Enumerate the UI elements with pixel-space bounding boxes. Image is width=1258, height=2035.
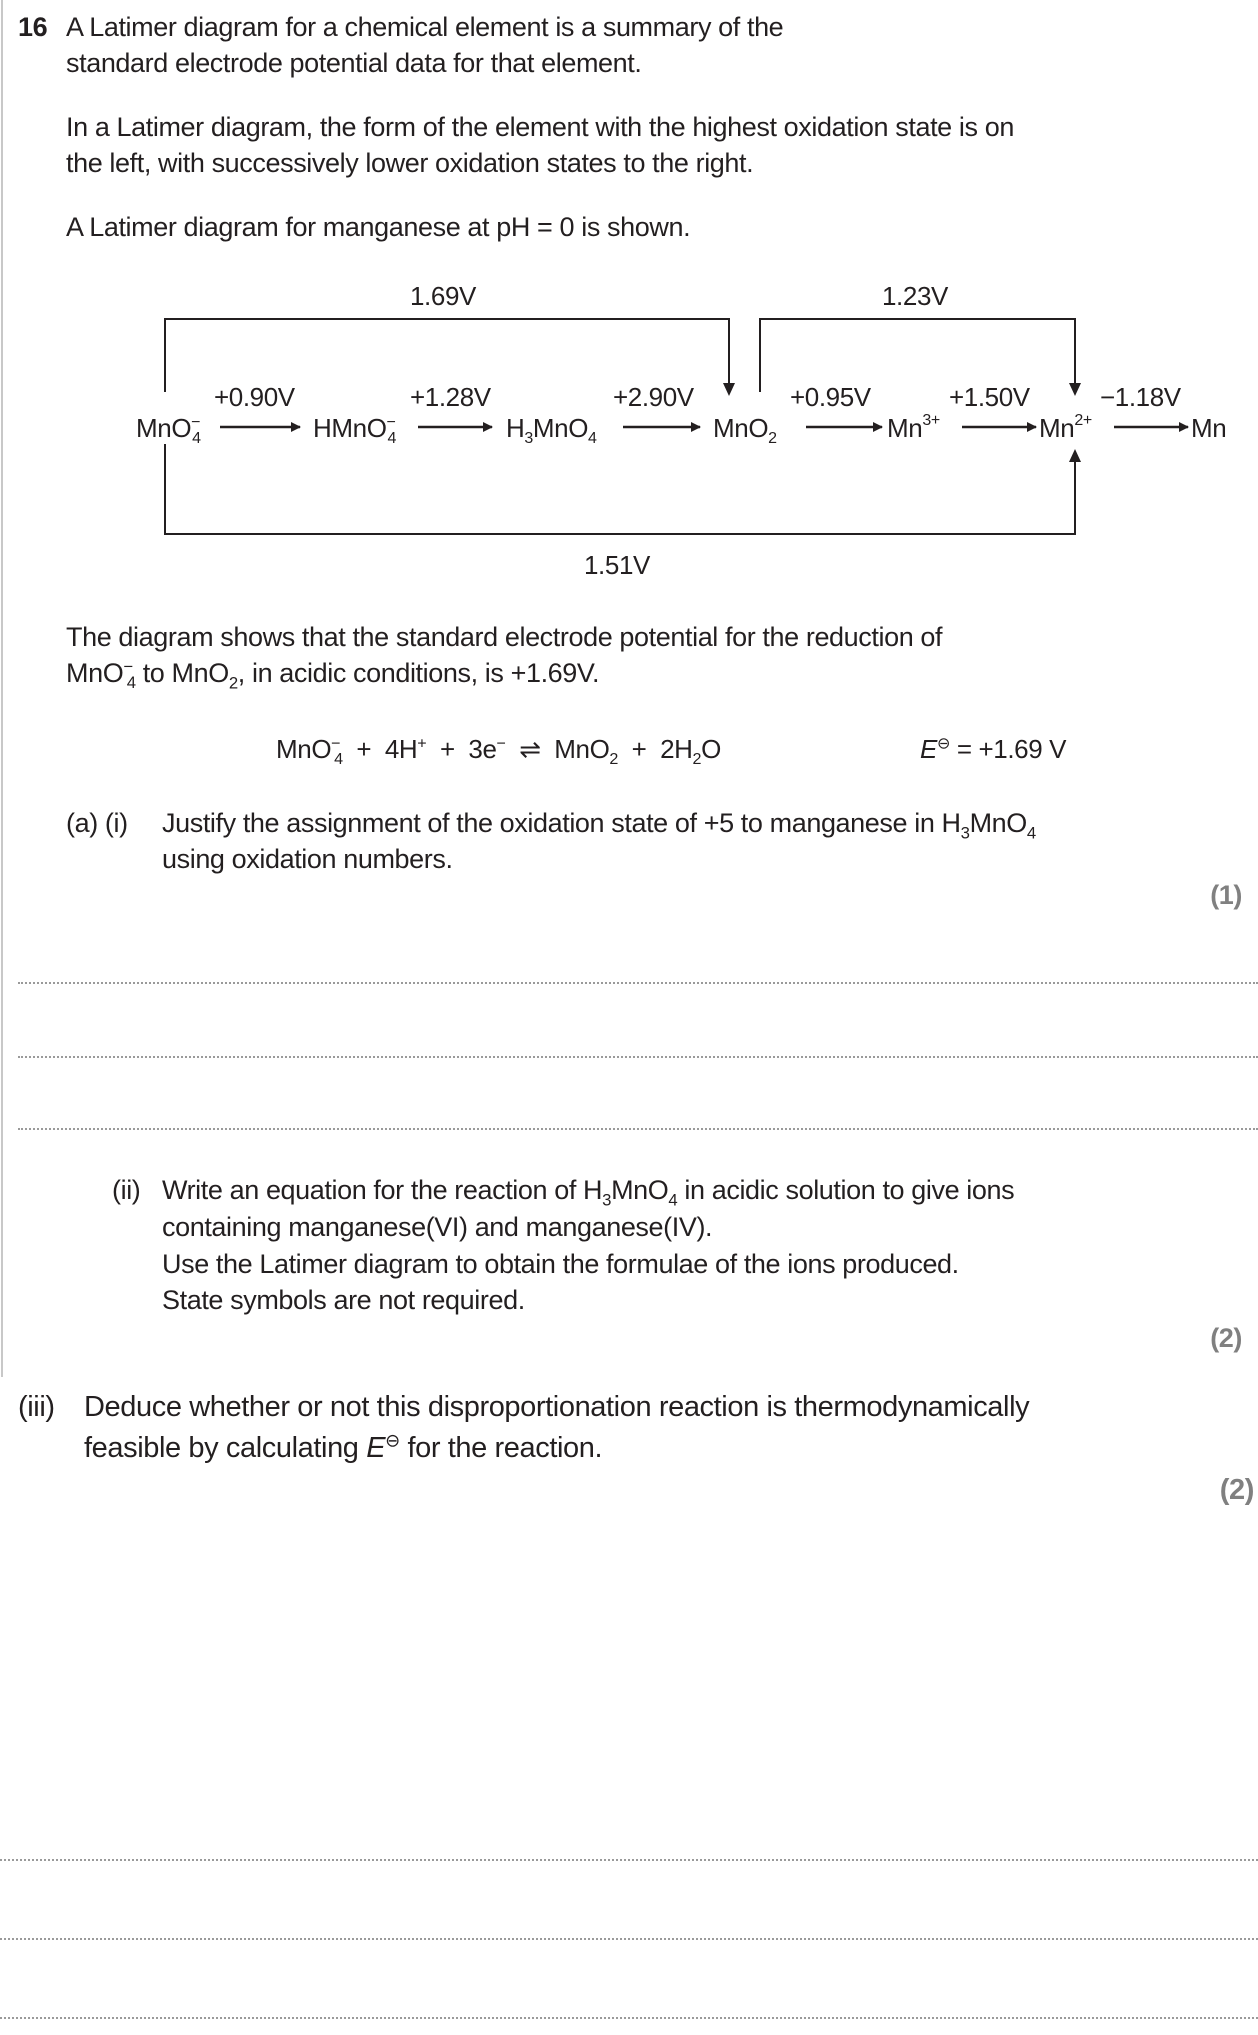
answer-line[interactable] xyxy=(0,2017,1258,2019)
arrow-up-icon xyxy=(1069,449,1081,462)
answer-line[interactable] xyxy=(0,1859,1258,1861)
answer-line[interactable] xyxy=(18,1056,1258,1058)
arrow-down-icon xyxy=(1069,383,1081,396)
step-potential: +0.95V xyxy=(790,382,871,412)
standard-potential: E⊖ = +1.69 V xyxy=(920,734,1067,764)
step-potential: +0.90V xyxy=(214,382,295,412)
paragraph-text: the left, with successively lower oxidation states to the right. xyxy=(66,148,754,178)
question-text: using oxidation numbers. xyxy=(162,844,453,874)
potential-label: 1.23V xyxy=(882,281,948,311)
step-potential: +1.50V xyxy=(949,382,1030,412)
step-potential: −1.18V xyxy=(1100,382,1181,412)
intro-text: standard electrode potential data for that element. xyxy=(66,48,642,78)
latimer-diagram xyxy=(0,270,1258,590)
step-potential: +2.90V xyxy=(613,382,694,412)
bracket-mno4-mn2 xyxy=(165,444,1075,534)
marks-label: (1) xyxy=(1210,880,1242,910)
explanation-text: The diagram shows that the standard electrode potential for the reduction of xyxy=(66,622,943,652)
answer-line[interactable] xyxy=(18,982,1258,984)
question-number: 16 xyxy=(18,12,48,42)
species-h3mno4: $H_3MnO_4$ xyxy=(506,413,597,447)
question-text: feasible by calculating E⊖ for the reaction. xyxy=(84,1430,603,1464)
question-text: Use the Latimer diagram to obtain the formulae of the ions produced. xyxy=(162,1249,959,1279)
species-mn3: $Mn^{3+}$ xyxy=(887,412,940,443)
question-text: Write an equation for the reaction of $H_3MnO_4$ in acidic solution to give ions xyxy=(162,1175,1015,1210)
answer-line[interactable] xyxy=(0,1938,1258,1940)
arrow-down-icon xyxy=(723,383,735,396)
marks-label: (2) xyxy=(1210,1323,1242,1353)
question-left-border xyxy=(1,0,3,1377)
paragraph-text: A Latimer diagram for manganese at pH = 0 is shown. xyxy=(66,212,691,242)
paragraph-text: In a Latimer diagram, the form of the element with the highest oxidation state is on xyxy=(66,112,1014,142)
part-label: (iii) xyxy=(18,1391,55,1423)
marks-label: (2) xyxy=(1219,1474,1254,1506)
potential-label: 1.69V xyxy=(410,281,476,311)
explanation-text: MnO−$_4$ to MnO$_2$, in acidic conditions, is +1.69V. xyxy=(66,657,600,693)
species-mno2: MnO$_2$ xyxy=(713,413,777,447)
intro-text: A Latimer diagram for a chemical element is a summary of the xyxy=(66,12,784,42)
species-mn: Mn xyxy=(1191,413,1227,443)
half-equation: MnO−$_4$ + 4H+ + 3e− ⇌ $MnO_2 + 2H_2O$ xyxy=(276,734,721,769)
step-potential: +1.28V xyxy=(410,382,491,412)
part-label: (a) (i) xyxy=(66,808,128,838)
question-text: containing manganese(VI) and manganese(IV). xyxy=(162,1212,713,1242)
answer-line[interactable] xyxy=(18,1128,1258,1130)
equilibrium-arrow-icon: ⇌ xyxy=(519,734,541,764)
question-text: Deduce whether or not this disproportionation reaction is thermodynamically xyxy=(84,1391,1030,1423)
species-mn2: $Mn^{2+}$ xyxy=(1039,412,1092,443)
species-hmno4: HMnO− 4 xyxy=(313,413,396,447)
species-mno4: MnO− 4 xyxy=(136,413,201,447)
question-text: State symbols are not required. xyxy=(162,1285,525,1315)
part-label: (ii) xyxy=(112,1175,141,1205)
question-text: Justify the assignment of the oxidation state of +5 to manganese in $H_3MnO_4$ xyxy=(162,808,1036,843)
potential-label: 1.51V xyxy=(584,550,650,580)
